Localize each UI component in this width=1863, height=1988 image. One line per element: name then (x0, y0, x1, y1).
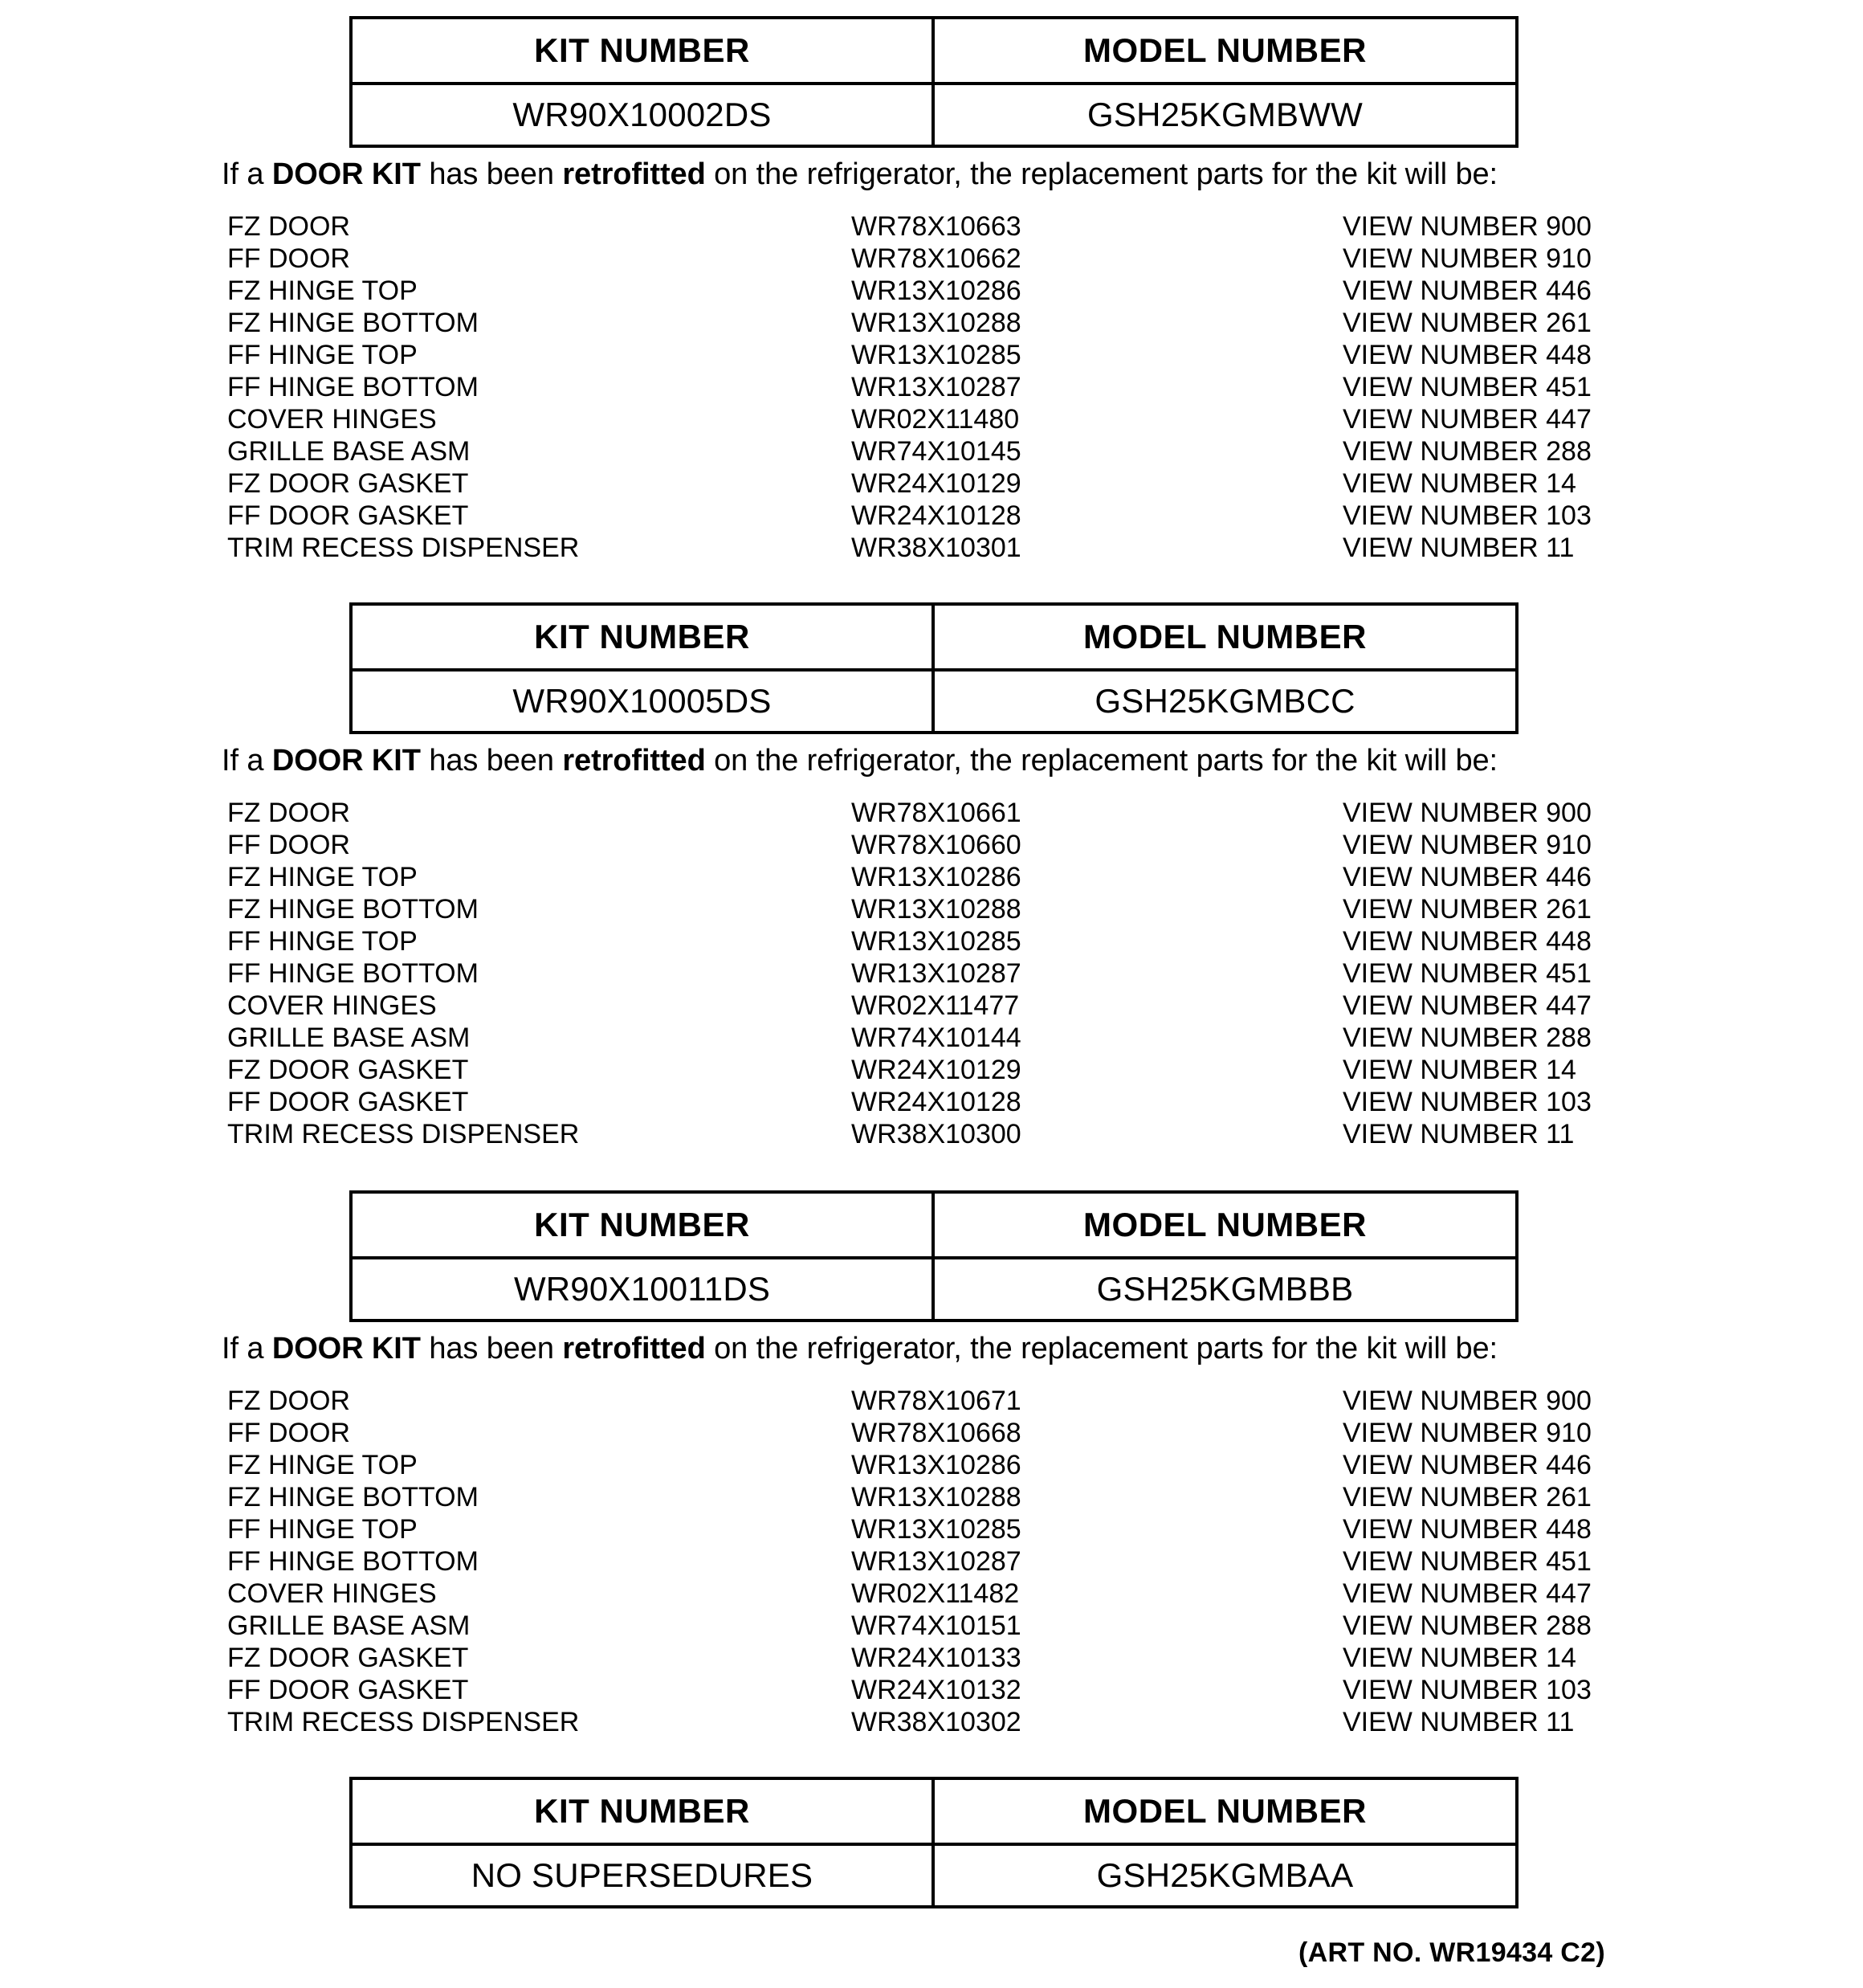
parts-row (0, 1449, 1863, 1481)
kit-number-header: KIT NUMBER (351, 1778, 933, 1844)
intro-middle: has been (420, 744, 563, 778)
model-number-header: MODEL NUMBER (933, 604, 1517, 670)
view-number: VIEW NUMBER 11 (1343, 1119, 1575, 1149)
parts-row (0, 243, 1863, 275)
view-number: VIEW NUMBER 14 (1343, 1643, 1576, 1673)
parts-row (0, 275, 1863, 307)
kit-number-value: WR90X10002DS (351, 84, 933, 146)
part-number: WR38X10300 (851, 1119, 1021, 1149)
parts-row (0, 467, 1863, 500)
parts-row (0, 500, 1863, 532)
part-number: WR78X10671 (851, 1386, 1021, 1416)
part-number: WR74X10145 (851, 436, 1021, 467)
part-description: FF DOOR GASKET (227, 1675, 469, 1705)
kit-number-value: WR90X10005DS (351, 670, 933, 733)
parts-row (0, 1545, 1863, 1578)
part-number: WR13X10286 (851, 862, 1021, 892)
part-number: WR13X10285 (851, 340, 1021, 370)
parts-row (0, 861, 1863, 893)
view-number: VIEW NUMBER 446 (1343, 1450, 1592, 1480)
parts-row (0, 371, 1863, 403)
parts-row (0, 957, 1863, 990)
parts-row (0, 532, 1863, 564)
kit-number-header: KIT NUMBER (351, 604, 933, 670)
part-number: WR13X10287 (851, 1546, 1021, 1577)
part-number: WR24X10133 (851, 1643, 1021, 1673)
intro-suffix: on the refrigerator, the replacement parts for the kit will be: (705, 1332, 1498, 1365)
intro-middle: has been (420, 157, 563, 191)
table-header-row (351, 604, 1517, 670)
part-description: FF DOOR (227, 1418, 350, 1448)
view-number: VIEW NUMBER 446 (1343, 862, 1592, 892)
part-description: FF DOOR (227, 830, 350, 860)
kit-number-header: KIT NUMBER (351, 1192, 933, 1258)
replacement-parts-list (0, 210, 1863, 564)
part-number: WR13X10288 (851, 1482, 1021, 1512)
view-number: VIEW NUMBER 261 (1343, 1482, 1592, 1512)
intro-suffix: on the refrigerator, the replacement parts for the kit will be: (705, 157, 1498, 191)
part-number: WR38X10301 (851, 533, 1021, 563)
retrofitted-emphasis: retrofitted (562, 744, 706, 778)
parts-row (0, 893, 1863, 925)
parts-row (0, 1610, 1863, 1642)
part-description: FZ DOOR GASKET (227, 1643, 469, 1673)
replacement-parts-list (0, 1385, 1863, 1738)
view-number: VIEW NUMBER 14 (1343, 1055, 1576, 1085)
part-description: GRILLE BASE ASM (227, 1023, 471, 1053)
parts-row (0, 307, 1863, 339)
part-number: WR02X11480 (851, 404, 1020, 435)
part-description: FZ DOOR (227, 1386, 350, 1416)
table-header-row (351, 1192, 1517, 1258)
model-number-value: GSH25KGMBCC (933, 670, 1517, 733)
part-description: FF HINGE TOP (227, 926, 418, 957)
view-number: VIEW NUMBER 910 (1343, 243, 1592, 274)
parts-row (0, 1118, 1863, 1150)
kit-number-header: KIT NUMBER (351, 18, 933, 84)
door-kit-emphasis: DOOR KIT (271, 157, 421, 191)
view-number: VIEW NUMBER 261 (1343, 894, 1592, 925)
part-description: FZ DOOR GASKET (227, 468, 469, 499)
view-number: VIEW NUMBER 446 (1343, 276, 1592, 306)
view-number: VIEW NUMBER 11 (1343, 533, 1575, 563)
intro-middle: has been (420, 1332, 563, 1365)
model-number-value: GSH25KGMBWW (933, 84, 1517, 146)
table-value-row (351, 1258, 1517, 1321)
model-number-value: GSH25KGMBAA (933, 1844, 1517, 1907)
part-number: WR13X10288 (851, 894, 1021, 925)
part-description: FZ HINGE TOP (227, 276, 418, 306)
intro-prefix: If a (222, 1332, 272, 1365)
intro-prefix: If a (222, 157, 272, 191)
model-number-header: MODEL NUMBER (933, 1192, 1517, 1258)
part-number: WR78X10663 (851, 211, 1021, 242)
part-number: WR13X10286 (851, 1450, 1021, 1480)
part-number: WR78X10668 (851, 1418, 1021, 1448)
parts-row (0, 1642, 1863, 1674)
parts-row (0, 1706, 1863, 1738)
parts-row (0, 1385, 1863, 1417)
parts-row (0, 1674, 1863, 1706)
part-number: WR24X10128 (851, 500, 1021, 531)
parts-row (0, 1022, 1863, 1054)
view-number: VIEW NUMBER 447 (1343, 404, 1592, 435)
kit-model-table (349, 602, 1519, 734)
part-description: FF HINGE BOTTOM (227, 1546, 479, 1577)
parts-row (0, 990, 1863, 1022)
model-number-value: GSH25KGMBBB (933, 1258, 1517, 1321)
view-number: VIEW NUMBER 451 (1343, 372, 1592, 402)
part-description: FZ HINGE TOP (227, 862, 418, 892)
view-number: VIEW NUMBER 103 (1343, 1087, 1592, 1117)
part-description: FF HINGE TOP (227, 1514, 418, 1545)
view-number: VIEW NUMBER 447 (1343, 990, 1592, 1021)
model-number-header: MODEL NUMBER (933, 18, 1517, 84)
part-description: GRILLE BASE ASM (227, 436, 471, 467)
part-number: WR13X10285 (851, 1514, 1021, 1545)
part-number: WR13X10285 (851, 926, 1021, 957)
part-description: FZ HINGE BOTTOM (227, 1482, 479, 1512)
parts-row (0, 1086, 1863, 1118)
table-header-row (351, 1778, 1517, 1844)
part-number: WR24X10129 (851, 468, 1021, 499)
table-value-row (351, 670, 1517, 733)
part-description: FZ DOOR (227, 798, 350, 828)
part-number: WR78X10661 (851, 798, 1021, 828)
part-description: TRIM RECESS DISPENSER (227, 533, 580, 563)
view-number: VIEW NUMBER 261 (1343, 308, 1592, 338)
part-description: FF HINGE BOTTOM (227, 372, 479, 402)
art-number-footer: (ART NO. WR19434 C2) (1298, 1937, 1605, 1968)
door-kit-emphasis: DOOR KIT (271, 1332, 421, 1365)
part-number: WR78X10662 (851, 243, 1021, 274)
retrofit-note (222, 157, 1498, 192)
kit-number-value: NO SUPERSEDURES (351, 1844, 933, 1907)
part-number: WR74X10144 (851, 1023, 1021, 1053)
part-number: WR02X11482 (851, 1578, 1020, 1609)
part-number: WR02X11477 (851, 990, 1020, 1021)
table-value-row (351, 1844, 1517, 1907)
kit-number-value: WR90X10011DS (351, 1258, 933, 1321)
parts-row (0, 1513, 1863, 1545)
part-number: WR24X10128 (851, 1087, 1021, 1117)
part-description: FZ HINGE TOP (227, 1450, 418, 1480)
view-number: VIEW NUMBER 451 (1343, 1546, 1592, 1577)
part-number: WR24X10132 (851, 1675, 1021, 1705)
parts-row (0, 797, 1863, 829)
part-number: WR74X10151 (851, 1610, 1021, 1641)
kit-model-table (349, 1777, 1519, 1908)
part-number: WR24X10129 (851, 1055, 1021, 1085)
part-number: WR13X10286 (851, 276, 1021, 306)
door-kit-emphasis: DOOR KIT (271, 744, 421, 778)
view-number: VIEW NUMBER 103 (1343, 500, 1592, 531)
part-description: GRILLE BASE ASM (227, 1610, 471, 1641)
intro-prefix: If a (222, 744, 272, 778)
retrofit-note (222, 1332, 1498, 1366)
part-number: WR38X10302 (851, 1707, 1021, 1737)
view-number: VIEW NUMBER 448 (1343, 340, 1592, 370)
part-description: FZ HINGE BOTTOM (227, 894, 479, 925)
parts-row (0, 435, 1863, 467)
replacement-parts-list (0, 797, 1863, 1150)
parts-row (0, 1054, 1863, 1086)
view-number: VIEW NUMBER 288 (1343, 1610, 1592, 1641)
part-description: FF DOOR GASKET (227, 500, 469, 531)
parts-row (0, 403, 1863, 435)
retrofit-note (222, 744, 1498, 778)
part-number: WR13X10287 (851, 958, 1021, 989)
parts-row (0, 1481, 1863, 1513)
part-description: TRIM RECESS DISPENSER (227, 1707, 580, 1737)
part-description: COVER HINGES (227, 404, 437, 435)
view-number: VIEW NUMBER 910 (1343, 1418, 1592, 1448)
part-description: FF DOOR GASKET (227, 1087, 469, 1117)
kit-model-table (349, 16, 1519, 148)
part-description: FZ DOOR (227, 211, 350, 242)
view-number: VIEW NUMBER 448 (1343, 1514, 1592, 1545)
table-header-row (351, 18, 1517, 84)
view-number: VIEW NUMBER 900 (1343, 211, 1592, 242)
part-description: FF HINGE TOP (227, 340, 418, 370)
view-number: VIEW NUMBER 900 (1343, 798, 1592, 828)
view-number: VIEW NUMBER 288 (1343, 436, 1592, 467)
view-number: VIEW NUMBER 900 (1343, 1386, 1592, 1416)
parts-row (0, 829, 1863, 861)
table-value-row (351, 84, 1517, 146)
part-number: WR78X10660 (851, 830, 1021, 860)
model-number-header: MODEL NUMBER (933, 1778, 1517, 1844)
view-number: VIEW NUMBER 288 (1343, 1023, 1592, 1053)
kit-model-table (349, 1190, 1519, 1322)
view-number: VIEW NUMBER 448 (1343, 926, 1592, 957)
parts-row (0, 1417, 1863, 1449)
view-number: VIEW NUMBER 103 (1343, 1675, 1592, 1705)
retrofitted-emphasis: retrofitted (562, 1332, 706, 1365)
part-description: FF DOOR (227, 243, 350, 274)
part-number: WR13X10287 (851, 372, 1021, 402)
part-number: WR13X10288 (851, 308, 1021, 338)
part-description: TRIM RECESS DISPENSER (227, 1119, 580, 1149)
part-description: COVER HINGES (227, 990, 437, 1021)
part-description: FZ HINGE BOTTOM (227, 308, 479, 338)
retrofitted-emphasis: retrofitted (562, 157, 706, 191)
intro-suffix: on the refrigerator, the replacement parts for the kit will be: (705, 744, 1498, 778)
parts-row (0, 339, 1863, 371)
parts-row (0, 210, 1863, 243)
view-number: VIEW NUMBER 451 (1343, 958, 1592, 989)
view-number: VIEW NUMBER 910 (1343, 830, 1592, 860)
parts-row (0, 925, 1863, 957)
view-number: VIEW NUMBER 447 (1343, 1578, 1592, 1609)
view-number: VIEW NUMBER 11 (1343, 1707, 1575, 1737)
parts-row (0, 1578, 1863, 1610)
view-number: VIEW NUMBER 14 (1343, 468, 1576, 499)
part-description: FF HINGE BOTTOM (227, 958, 479, 989)
part-description: FZ DOOR GASKET (227, 1055, 469, 1085)
part-description: COVER HINGES (227, 1578, 437, 1609)
